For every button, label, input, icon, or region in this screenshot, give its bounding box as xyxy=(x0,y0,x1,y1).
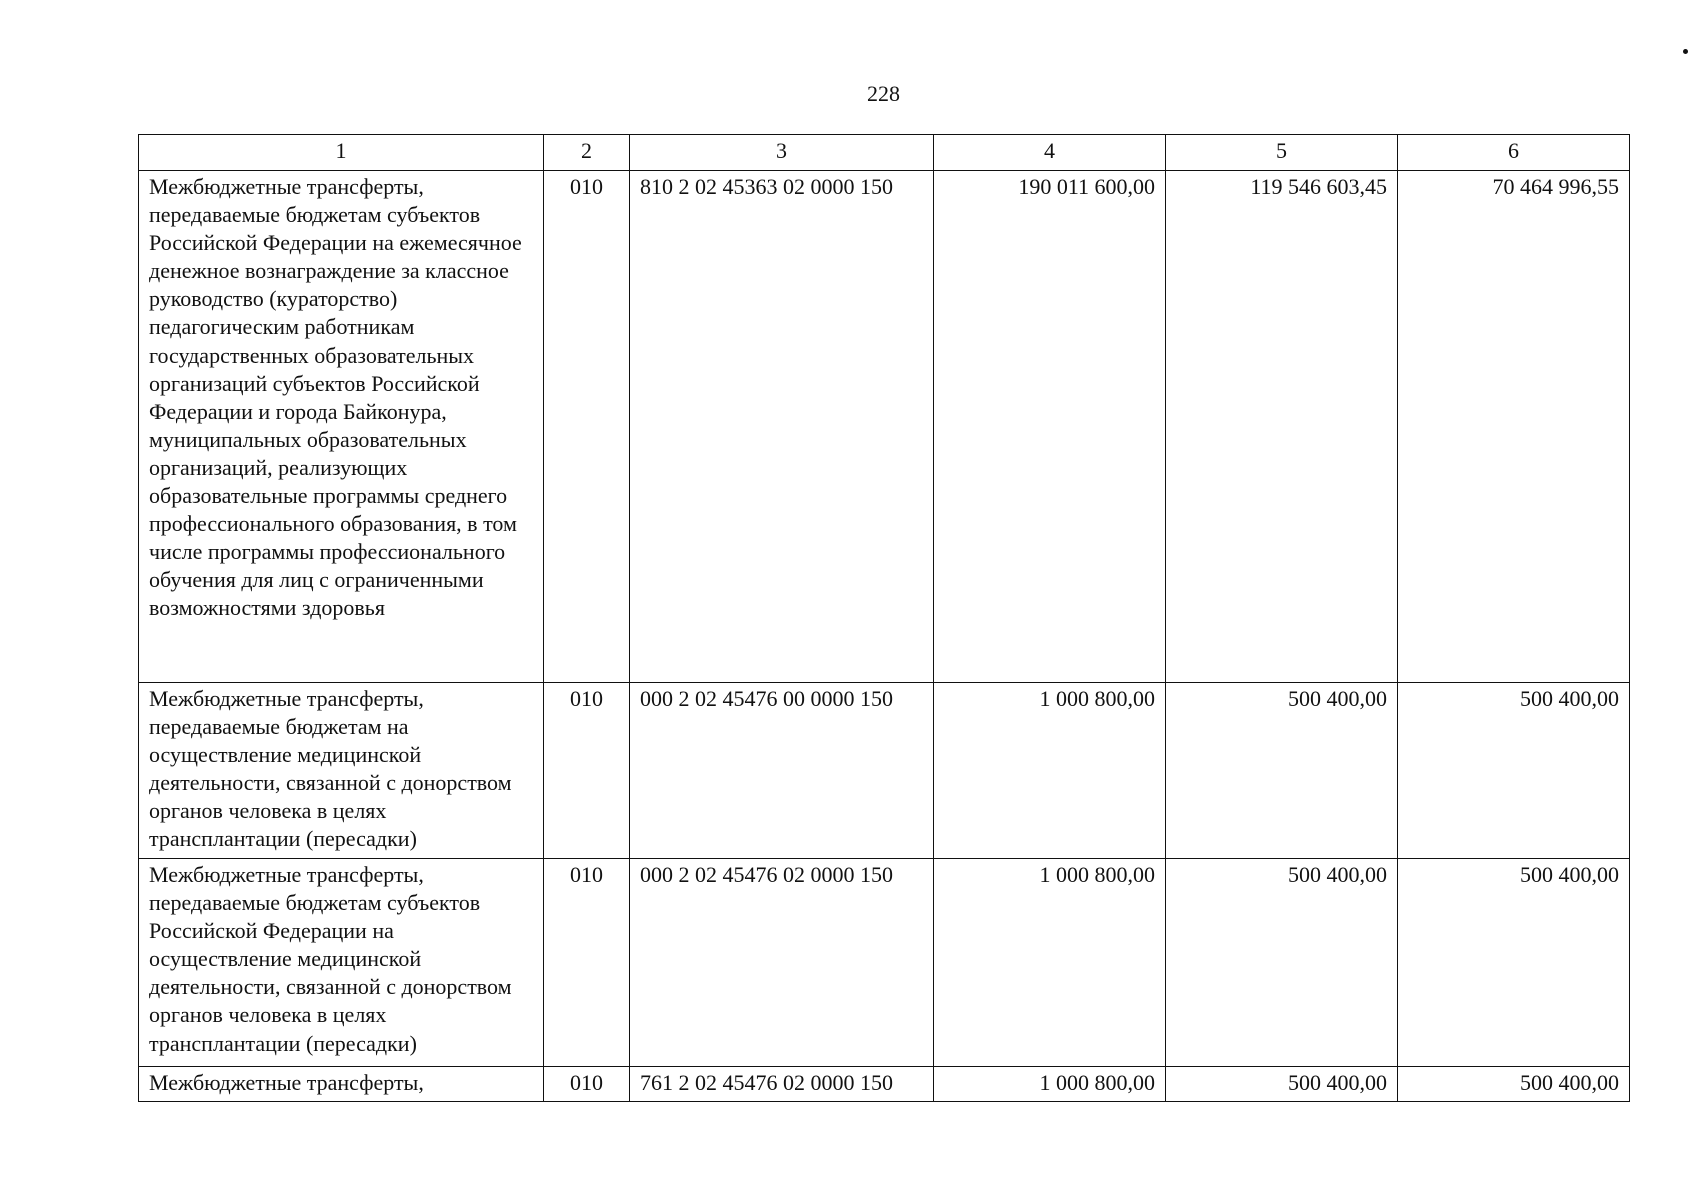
table-row xyxy=(139,683,1630,859)
row-name-cell: Межбюджетные трансферты, передаваемые бюджетам субъектов Российской Федерации на осуществление медицинской деятельности, связанной с донорством органов человека в целях трансплантации (пересадки) xyxy=(139,859,544,1067)
table-row xyxy=(139,859,1630,1067)
row-approved-cell: 190 011 600,00 xyxy=(934,171,1166,683)
row-unexecuted-cell: 500 400,00 xyxy=(1398,859,1630,1067)
row-budget-code-cell: 810 2 02 45363 02 0000 150 xyxy=(630,171,934,683)
row-line-code-cell: 010 xyxy=(544,171,630,683)
row-budget-code-cell: 761 2 02 45476 02 0000 150 xyxy=(630,1067,934,1102)
table-row xyxy=(139,171,1630,683)
row-line-code-cell: 010 xyxy=(544,859,630,1067)
column-header-1: 1 xyxy=(139,135,544,171)
column-header-4: 4 xyxy=(934,135,1166,171)
table-row xyxy=(139,1067,1630,1102)
row-name-cell: Межбюджетные трансферты, xyxy=(139,1067,544,1102)
row-approved-cell: 1 000 800,00 xyxy=(934,683,1166,859)
row-line-code-cell: 010 xyxy=(544,683,630,859)
row-executed-cell: 500 400,00 xyxy=(1166,1067,1398,1102)
row-unexecuted-cell: 500 400,00 xyxy=(1398,1067,1630,1102)
table-header-row xyxy=(139,135,1630,171)
row-unexecuted-cell: 500 400,00 xyxy=(1398,683,1630,859)
column-header-3: 3 xyxy=(630,135,934,171)
column-header-5: 5 xyxy=(1166,135,1398,171)
page-number: 228 xyxy=(867,81,900,106)
row-executed-cell: 500 400,00 xyxy=(1166,683,1398,859)
row-line-code-cell: 010 xyxy=(544,1067,630,1102)
column-header-6: 6 xyxy=(1398,135,1630,171)
row-executed-cell: 119 546 603,45 xyxy=(1166,171,1398,683)
row-budget-code-cell: 000 2 02 45476 00 0000 150 xyxy=(630,683,934,859)
row-budget-code-cell: 000 2 02 45476 02 0000 150 xyxy=(630,859,934,1067)
row-executed-cell: 500 400,00 xyxy=(1166,859,1398,1067)
row-name-cell: Межбюджетные трансферты, передаваемые бюджетам на осуществление медицинской деятельности, связанной с донорством органов человека в целях трансплантации (пересадки) xyxy=(139,683,544,859)
row-approved-cell: 1 000 800,00 xyxy=(934,859,1166,1067)
row-approved-cell: 1 000 800,00 xyxy=(934,1067,1166,1102)
budget-table xyxy=(138,134,1630,1102)
row-unexecuted-cell: 70 464 996,55 xyxy=(1398,171,1630,683)
scan-dot-mark xyxy=(1683,49,1688,54)
column-header-2: 2 xyxy=(544,135,630,171)
row-name-cell: Межбюджетные трансферты, передаваемые бюджетам субъектов Российской Федерации на ежемесячное денежное вознаграждение за классное руководство (кураторство) педагогическим работникам государственных образовательных организаций субъектов Российской Федерации и города Байконура, муниципальных образовательных организаций, реализующих образовательные программы среднего профессионального образования, в том числе программы профессионального обучения для лиц с ограниченными возможностями здоровья xyxy=(139,171,544,683)
